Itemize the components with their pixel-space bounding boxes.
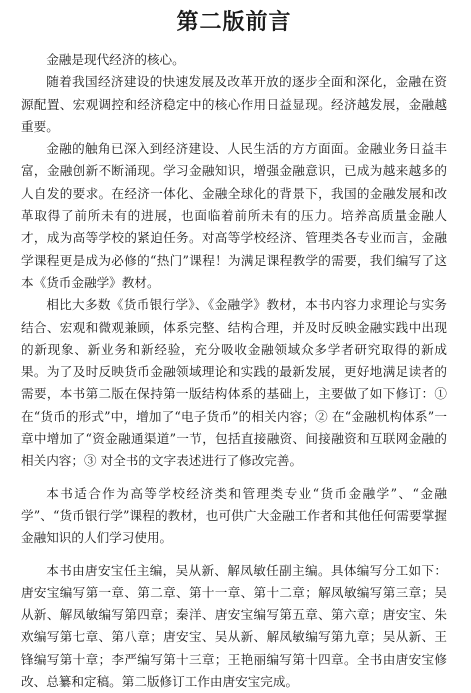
- paragraph-motivation: 金融的触角已深入到经济建设、人民生活的方方面面。金融业务日益丰富，金融创新不断涌现。学习金融知识，增强金融意识，已成为越来越多的人自发的要求。在经济一体化、金融全球化的背景下，我国的金融发展和改革取得了前所未有的进展，也面临着前所未有的压力。培养高质量金融人才，成为高等学校的紧迫任务。对高等学校经济、管理类各专业而言，金融学课程更是成为必修的“热门”课程！为满足课程教学的需要，我们编写了这本《货币金融学》教材。: [21, 141, 447, 290]
- paragraph-spacer: [21, 473, 447, 483]
- page-title: 第二版前言: [176, 10, 292, 35]
- paragraph-authors: 本书由唐安宝任主编，吴从新、解凤敏任副主编。具体编写分工如下：唐安宝编写第一章、第二章、第十一章、第十二章；解凤敏编写第三章；吴从新、解凤敏编写第四章；秦洋、唐安宝编写第五章、第六章；唐安宝、朱欢编写第七章、第八章；唐安宝、吴从新、解凤敏编写第九章；吴从新、王锋编写第十章；李严编写第十三章；王艳丽编写第十四章。全书由唐安宝修改、总纂和定稿。第二版修订工作由唐安宝完成。: [21, 562, 447, 690]
- paragraph-role-of-finance: 随着我国经济建设的快速发展及改革开放的逐步全面和深化，金融在资源配置、宏观调控和经济稳定中的核心作用日益显现。经济越发展，金融越重要。: [21, 74, 447, 134]
- paragraph-revisions: 相比大多数《货币银行学》、《金融学》教材，本书内容力求理论与实务结合、宏观和微观兼顾，体系完整、结构合理，并及时反映金融实践中出现的新现象、新业务和新经验，充分吸收金融领域众多学者研究取得的新成果。为了及时反映货币金融领域理论和实践的最新发展，更好地满足读者的需要，本书第二版在保持第一版结构体系的基础上，主要做了如下修订：① 在“货币的形式”中，增加了“电子货币”的相关内容；② 在“金融机构体系”一章中增加了“资金融通渠道”一节，包括直接融资、间接融资和互联网金融的相关内容；③ 对全书的文字表述进行了修改完善。: [21, 297, 447, 469]
- paragraph-intro: 金融是现代经济的核心。: [46, 52, 185, 67]
- paragraph-spacer: [21, 550, 447, 560]
- paragraph-audience: 本书适合作为高等学校经济类和管理类专业“货币金融学”、“金融学”、“货币银行学”课程的教材，也可供广大金融工作者和其他任何需要掌握金融知识的人们学习使用。: [21, 485, 447, 546]
